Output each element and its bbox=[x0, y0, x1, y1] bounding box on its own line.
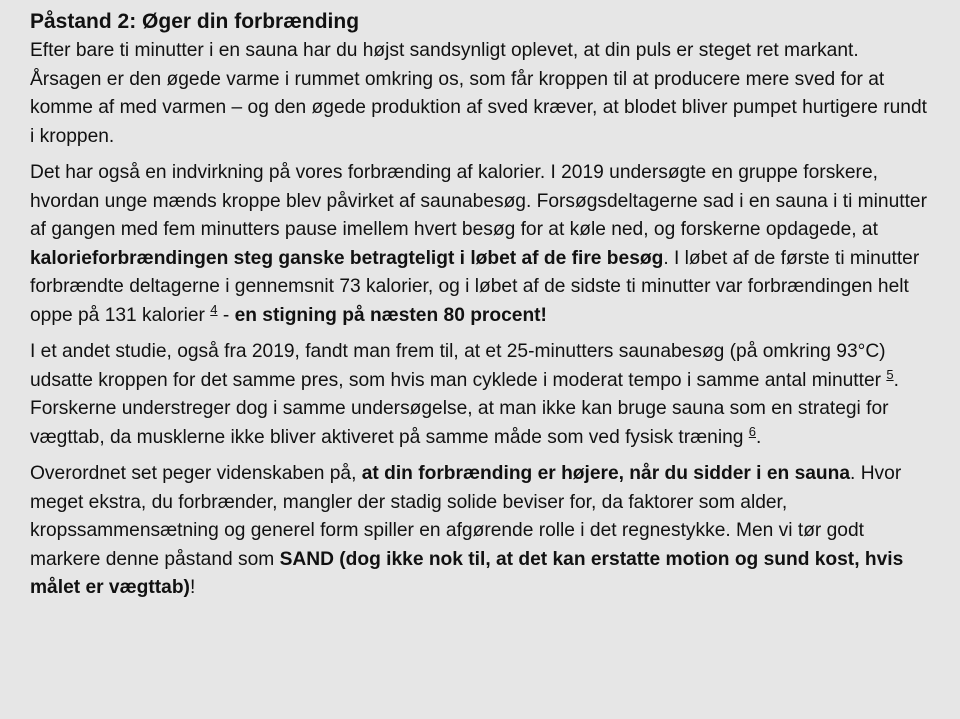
paragraph-2 bbox=[30, 159, 930, 330]
p2-text-a: Det har også en indvirkning på vores forbrænding af kalorier. I 2019 undersøgte en gruppe forskere, hvordan unge mænds kroppe blev påvirket af saunabesøg. Forsøgsdeltagerne sad i en sauna i ti minutter af gangen med fem minutters pause imellem hvert besøg for at køle ned, og forskerne opdagede, at bbox=[30, 162, 927, 240]
p2-text-d: - bbox=[217, 304, 235, 326]
footnote-link-4[interactable]: 4 bbox=[210, 301, 218, 317]
footnote-ref-6 bbox=[749, 424, 756, 439]
footnote-link-6[interactable]: 6 bbox=[748, 423, 756, 439]
p4-bold-conclusion: at din forbrænding er højere, når du sidder i en sauna bbox=[361, 463, 851, 484]
p4-bold-verdict: SAND (dog ikke nok til, at det kan erstatte motion og sund kost, hvis målet er vægttab) bbox=[30, 548, 904, 598]
paragraph-3 bbox=[30, 338, 930, 452]
paragraph-1: Efter bare ti minutter i en sauna har du højst sandsynligt oplevet, at din puls er steget ret markant. Årsagen er den øgede varme i rummet omkring os, som får kroppen til at producere mere sved for at komme af med varmen – og den øgede produktion af sved kræver, at blodet bliver pumpet hurtigere rundt i kroppen. bbox=[30, 40, 927, 147]
p3-text-b: . Forskerne understreger dog i samme undersøgelse, at man ikke kan bruge sauna som en strategi for vægttab, da musklerne ikke bliver aktiveret på samme måde som ved fysisk træning bbox=[30, 369, 899, 448]
p4-text-c: . Hvor meget ekstra, du forbrænder, mangler der stadig solide beviser for, da faktorer som alder, kropssammensætning og generel form spiller en afgørende rolle i det regnestykke. Men vi tør godt markere denne påstand som bbox=[30, 463, 902, 570]
p4-text-a: Overordnet set peger videnskaben på, bbox=[30, 463, 362, 484]
p2-text-c: . I løbet af de første ti minutter forbrændte deltagerne i gennemsnit 73 kalorier, og i løbet af de sidste ti minutter var forbrændingen helt oppe på 131 kalorier bbox=[30, 247, 920, 326]
p3-text-a: I et andet studie, også fra 2019, fandt man frem til, at et 25-minutters saunabesøg (på omkring 93°C) udsatte kroppen for det samme pres, som hvis man cyklede i moderat tempo i samme antal minutter bbox=[30, 341, 887, 391]
footnote-ref-5 bbox=[886, 367, 893, 382]
p4-text-e: ! bbox=[189, 577, 196, 598]
p3-text-c: . bbox=[756, 426, 762, 448]
p2-bold-increase: en stigning på næsten 80 procent! bbox=[234, 304, 547, 326]
section-heading: Påstand 2: Øger din forbrænding bbox=[30, 10, 360, 33]
footnote-ref-4 bbox=[210, 302, 217, 317]
paragraph-4 bbox=[30, 460, 930, 603]
footnote-link-5[interactable]: 5 bbox=[886, 366, 894, 382]
p2-bold-finding: kalorieforbrændingen steg ganske betragteligt i løbet af de fire besøg bbox=[30, 247, 664, 269]
